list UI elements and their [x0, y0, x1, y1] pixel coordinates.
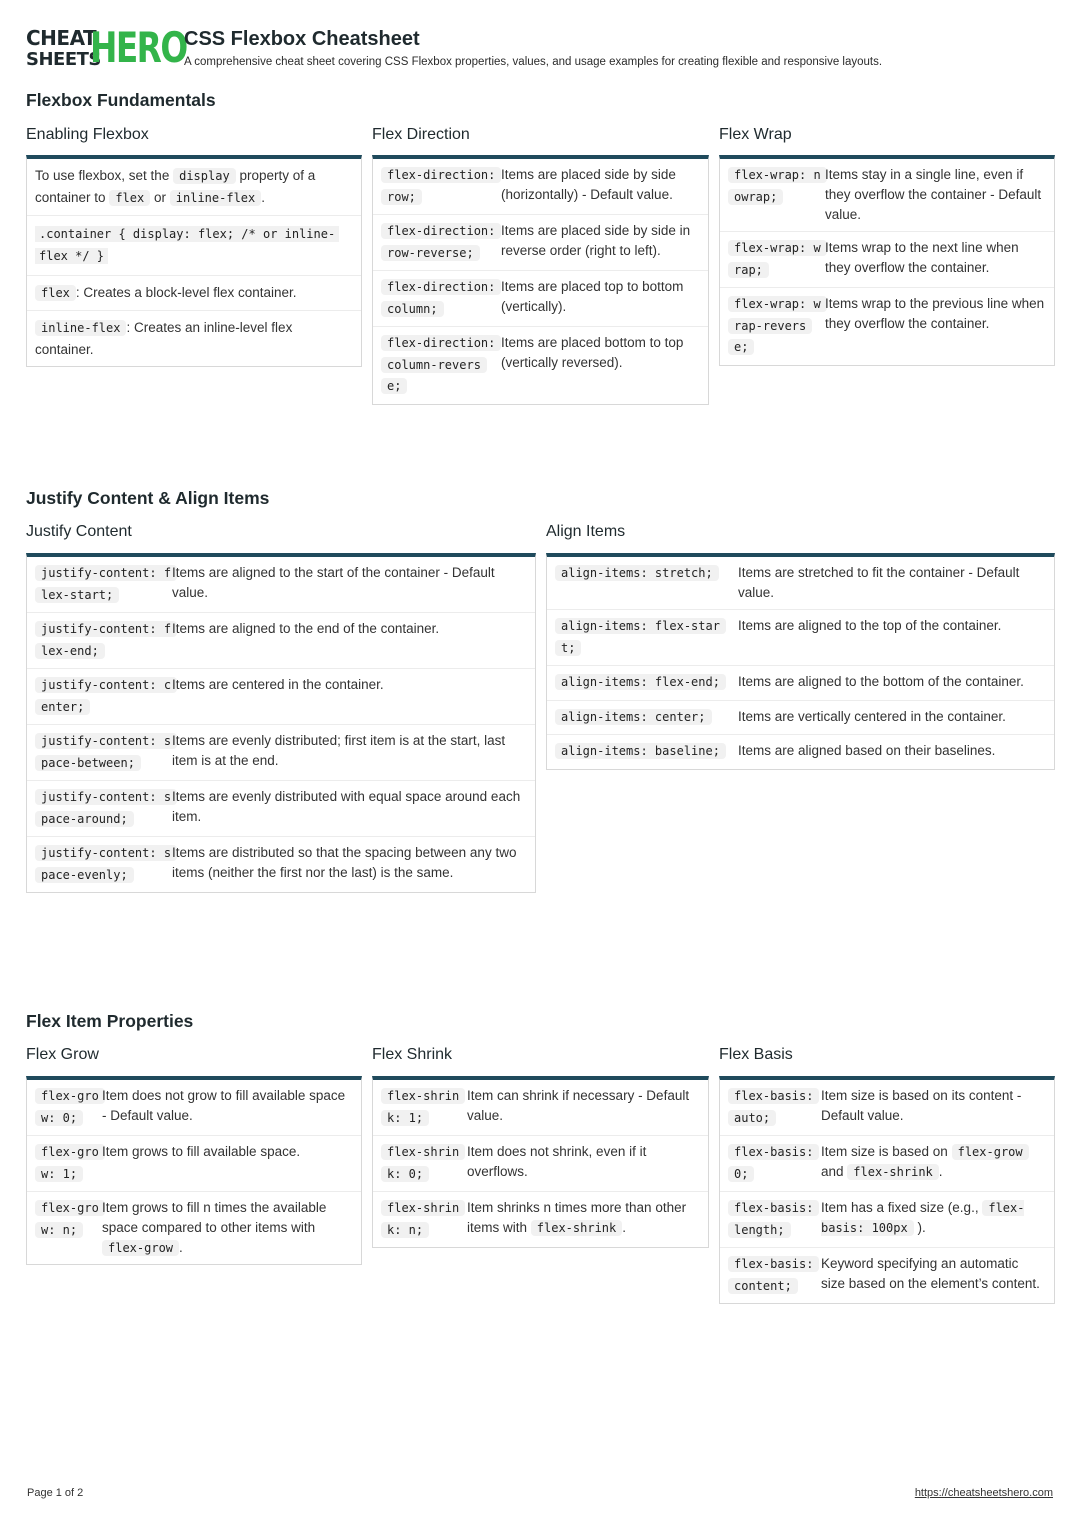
property-code: flex-direction: column-reverse;	[381, 335, 501, 394]
property-desc: Item does not grow to fill available space - Default value.	[102, 1088, 346, 1123]
property-code: align-items: stretch;	[555, 565, 719, 581]
property-desc: Items are stretched to fit the container - Default value.	[738, 565, 1020, 600]
property-code: flex-direction: column;	[381, 279, 501, 317]
desc-text: ).	[917, 1220, 926, 1235]
card-flex-basis	[719, 1076, 1055, 1304]
table-row	[720, 1192, 1054, 1248]
property-desc: Items are centered in the container.	[172, 677, 384, 692]
table-row	[27, 1080, 361, 1136]
property-code: flex-basis: auto;	[728, 1088, 819, 1126]
property-desc: Items wrap to the previous line when they overflow the container.	[825, 296, 1045, 331]
property-desc: Items are distributed so that the spacing between any two items (neither the first nor the last) is the same.	[172, 845, 517, 880]
property-code: justify-content: space-evenly;	[35, 845, 177, 883]
page-title: CSS Flexbox Cheatsheet	[184, 28, 420, 50]
table-row	[373, 1080, 708, 1136]
property-code: flex-basis: content;	[728, 1256, 819, 1294]
property-code: justify-content: space-between;	[35, 733, 177, 771]
intro-text-c: or	[153, 190, 166, 205]
enabling-inline-flex-item	[27, 311, 361, 366]
flex-desc: : Creates a block-level flex container.	[75, 285, 297, 300]
table-row	[547, 735, 1054, 769]
property-code: flex-shrink: 1;	[381, 1088, 465, 1126]
table-row	[27, 669, 535, 725]
property-desc: Items are placed bottom to top (vertically reversed).	[501, 335, 684, 370]
logo-cheat-text: CHEAT	[26, 26, 97, 50]
property-code: align-items: center;	[555, 709, 712, 725]
intro-code-flex: flex	[109, 190, 150, 206]
table-row	[27, 725, 535, 781]
property-code: flex-shrink: 0;	[381, 1144, 465, 1182]
desc-text: .	[179, 1240, 183, 1255]
property-code: flex-direction: row;	[381, 167, 501, 205]
flex-code: flex	[35, 285, 76, 301]
desc-text: .	[622, 1220, 627, 1235]
property-code: flex-wrap: wrap-reverse;	[728, 296, 827, 355]
site-link[interactable]: https://cheatsheetshero.com	[914, 1487, 1053, 1499]
intro-text-d: .	[261, 190, 266, 205]
property-desc: Items are aligned to the bottom of the container.	[738, 674, 1024, 689]
property-desc	[821, 1142, 1046, 1185]
table-row	[720, 1080, 1054, 1136]
property-code: flex-wrap: nowrap;	[728, 167, 827, 205]
code-block-text: .container { display: flex; /* or inline-flex */ }	[35, 226, 339, 264]
property-code: flex-direction: row-reverse;	[381, 223, 501, 261]
card-title-shrink: Flex Shrink	[372, 1046, 453, 1063]
inline-flex-desc: : Creates an inline-level flex container.	[35, 320, 293, 357]
table-row	[547, 557, 1054, 610]
property-desc: Items are placed top to bottom (vertically).	[501, 279, 684, 314]
property-code: flex-basis: length;	[728, 1200, 819, 1238]
table-row	[373, 1192, 708, 1247]
property-desc	[102, 1198, 353, 1258]
card-enabling-flexbox	[26, 155, 362, 367]
desc-text: Item has a fixed size (e.g.,	[821, 1200, 979, 1215]
card-justify-content	[26, 553, 536, 893]
property-code: flex-wrap: wrap;	[728, 240, 827, 278]
inline-code: flex-grow	[102, 1240, 179, 1256]
table-row	[27, 837, 535, 892]
page-number: Page 1 of 2	[27, 1487, 84, 1499]
property-code: flex-grow: 1;	[35, 1144, 105, 1182]
card-flex-direction	[372, 155, 709, 405]
section-title-fundamentals: Flexbox Fundamentals	[26, 90, 216, 110]
table-row	[720, 288, 1054, 365]
desc-text: .	[938, 1164, 943, 1179]
property-code: align-items: flex-end;	[555, 674, 726, 690]
table-row	[27, 781, 535, 837]
property-desc	[821, 1198, 1046, 1241]
desc-text: Item shrinks n times more than other items with	[467, 1200, 687, 1235]
card-title-enabling: Enabling Flexbox	[26, 126, 149, 143]
table-row	[720, 159, 1054, 232]
table-row	[373, 327, 708, 404]
table-row	[373, 159, 708, 215]
property-code: justify-content: center;	[35, 677, 177, 715]
property-code: justify-content: space-around;	[35, 789, 177, 827]
property-code: justify-content: flex-start;	[35, 565, 177, 603]
property-code: flex-grow: 0;	[35, 1088, 105, 1126]
card-title-wrap: Flex Wrap	[719, 126, 792, 143]
property-desc	[467, 1198, 700, 1241]
desc-text: Item size is based on	[821, 1144, 948, 1159]
property-code: flex-basis: 0;	[728, 1144, 819, 1182]
logo-hero-text: HERO	[90, 23, 187, 72]
property-desc: Item does not shrink, even if it overflows.	[467, 1144, 647, 1179]
intro-code-inline-flex: inline-flex	[170, 190, 261, 206]
intro-code-display: display	[173, 168, 236, 184]
table-row	[720, 1136, 1054, 1192]
inline-code: flex-shrink	[847, 1164, 938, 1180]
inline-code: flex-basis: 100px	[821, 1201, 1025, 1235]
property-desc: Keyword specifying an automatic size based on the element’s content.	[821, 1256, 1040, 1291]
table-row	[547, 701, 1054, 736]
property-code: align-items: baseline;	[555, 743, 726, 759]
enabling-intro	[27, 159, 361, 216]
table-row	[720, 1248, 1054, 1303]
intro-text-a: To use flexbox, set the	[35, 168, 170, 183]
table-row	[373, 215, 708, 271]
page-header	[26, 23, 1056, 74]
property-code: flex-shrink: n;	[381, 1200, 465, 1238]
property-desc: Items are evenly distributed; first item is at the start, last item is at the end.	[172, 733, 506, 768]
property-code: align-items: flex-start;	[555, 618, 726, 656]
property-code: justify-content: flex-end;	[35, 621, 177, 659]
card-flex-shrink	[372, 1076, 709, 1248]
inline-code: flex-grow	[952, 1144, 1029, 1160]
property-desc: Item grows to fill available space.	[102, 1144, 301, 1159]
property-desc: Item can shrink if necessary - Default value.	[467, 1088, 690, 1123]
property-desc: Items are vertically centered in the container.	[738, 708, 1006, 724]
desc-text: and	[821, 1164, 844, 1179]
property-desc: Items are aligned based on their baselines.	[738, 743, 996, 758]
table-row	[27, 557, 535, 613]
inline-flex-code: inline-flex	[35, 320, 126, 336]
inline-code: flex-shrink	[531, 1220, 622, 1236]
property-desc: Item size is based on its content - Default value.	[821, 1088, 1022, 1123]
cheatsheets-hero-logo[interactable]	[26, 23, 187, 72]
card-flex-wrap	[719, 155, 1055, 366]
table-row	[27, 1136, 361, 1192]
property-desc: Items are aligned to the start of the container - Default value.	[172, 565, 495, 600]
table-row	[373, 271, 708, 327]
logo-sheets-text: SHEETS	[26, 49, 101, 70]
card-title-basis: Flex Basis	[719, 1046, 793, 1063]
property-desc: Items are aligned to the top of the container.	[738, 618, 1002, 633]
card-title-direction: Flex Direction	[372, 126, 470, 143]
property-desc: Items stay in a single line, even if they overflow the container - Default value.	[825, 167, 1042, 222]
desc-text: Item grows to fill n times the available space compared to other items with	[102, 1200, 327, 1235]
property-desc: Items wrap to the next line when they overflow the container.	[825, 240, 1019, 275]
table-row	[27, 613, 535, 669]
table-row	[27, 1192, 361, 1264]
property-desc: Items are placed side by side (horizontally) - Default value.	[501, 167, 676, 202]
property-code: flex-grow: n;	[35, 1200, 105, 1238]
section-title-justify-align: Justify Content & Align Items	[26, 488, 270, 508]
property-desc: Items are aligned to the end of the container.	[172, 621, 440, 636]
table-row	[373, 1136, 708, 1192]
section-title-item-props: Flex Item Properties	[26, 1011, 194, 1031]
card-align-items	[546, 553, 1055, 770]
intro-text-b: property of a container to	[35, 168, 316, 205]
card-title-grow: Flex Grow	[26, 1046, 99, 1063]
table-row	[720, 232, 1054, 288]
table-row	[547, 666, 1054, 701]
enabling-code-block	[27, 216, 361, 276]
card-flex-grow	[26, 1076, 362, 1265]
card-title-align: Align Items	[546, 523, 626, 540]
table-row	[547, 610, 1054, 666]
enabling-flex-item	[27, 276, 361, 311]
card-title-justify: Justify Content	[26, 523, 132, 540]
page-subtitle: A comprehensive cheat sheet covering CSS Flexbox properties, values, and usage examples for creating flexible and responsive layouts.	[184, 56, 883, 68]
property-desc: Items are placed side by side in reverse order (right to left).	[501, 223, 691, 258]
property-desc: Items are evenly distributed with equal space around each item.	[172, 789, 521, 824]
